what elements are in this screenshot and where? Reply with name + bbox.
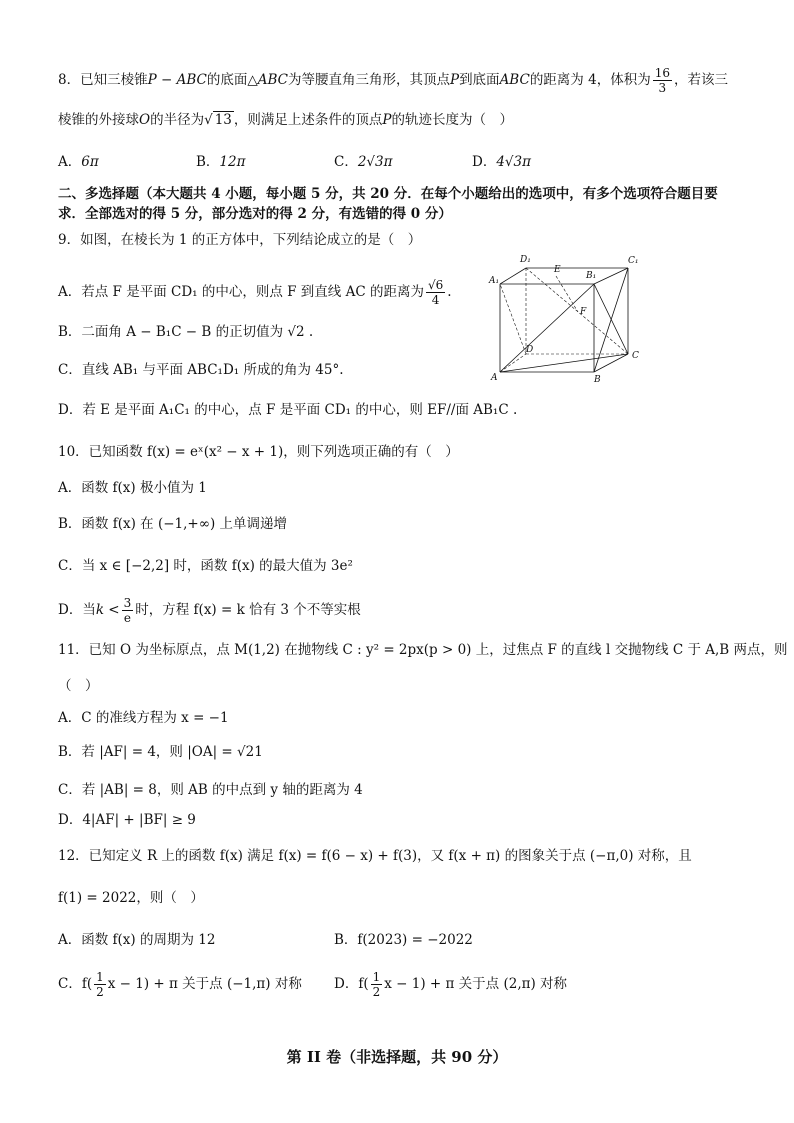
sqrt-value: 13	[214, 112, 232, 128]
q8-math: P	[449, 72, 460, 88]
q11-option-b: B．若 |AF| = 4，则 |OA| = √21	[58, 744, 263, 760]
q8-math: ABC	[499, 72, 530, 88]
q10-option-d: D．当k < $\frac{3}{e}$ 时，方程 f(x) = k 恰有 3 个不等实根	[58, 596, 361, 625]
q9-stem: 9．如图，在棱长为 1 的正方体中，下列结论成立的是（ ）	[58, 232, 422, 248]
q8-text: 的半径为	[150, 112, 205, 128]
frac-num: 16	[654, 66, 670, 80]
q8-text: 的轨迹长度为（ ）	[391, 112, 513, 128]
diag-ac	[500, 354, 628, 372]
edge-ad	[500, 354, 526, 372]
label-d1: D₁	[520, 255, 531, 265]
frac-den: 4	[431, 293, 440, 307]
q9-option-b: B．二面角 A − B₁C − B 的正切值为 √2 .	[58, 324, 314, 340]
volume-fraction	[653, 66, 672, 95]
q12-stem-line2: f(1) = 2022，则（ ）	[58, 890, 204, 906]
label-e: E	[554, 265, 561, 275]
edge-a1d1	[500, 268, 526, 284]
part2-title: 第 II 卷（非选择题，共 90 分）	[286, 1048, 508, 1066]
cube-figure	[486, 248, 646, 388]
q11-option-a: A．C 的准线方程为 x = −1	[58, 710, 229, 726]
label-f: F	[580, 307, 587, 317]
q12-stem-line1: 12．已知定义 R 上的函数 f(x) 满足 f(x) = f(6 − x) + f(3)，又 f(x + π) 的图象关于点 (−π,0) 对称，且	[58, 848, 692, 864]
q12-option-b: B．f(2023) = −2022	[334, 932, 473, 948]
q8-text: 的底面	[206, 72, 248, 88]
q12-option-a: A．函数 f(x) 的周期为 12	[58, 932, 216, 948]
q8-math: P	[382, 112, 392, 128]
edge-b1c1	[594, 268, 628, 284]
section2-heading-line1: 二、多选择题（本大题共 4 小题，每小题 5 分，共 20 分．在每个小题给出的选项中，有多个选项符合题目要	[58, 186, 718, 202]
q12-option-d: D．f( $\frac{1}{2}$ x − 1) + π 关于点 (2,π) 对称	[334, 970, 568, 999]
diag-da1	[500, 284, 526, 354]
q8-option-a: A．6π	[58, 154, 99, 170]
q11-option-d: D．4|AF| + |BF| ≥ 9	[58, 812, 196, 828]
q8-text: ，则满足上述条件的顶点	[233, 112, 383, 128]
q9-option-a: A．若点 F 是平面 CD₁ 的中心，则点 F 到直线 AC 的距离为 $\frac{√6}{4}$ .	[58, 278, 452, 307]
q8-text: 的距离为 4，体积为	[529, 72, 651, 88]
q8-math: P − ABC	[147, 72, 207, 88]
q11-stem-line2: （ ）	[58, 678, 99, 694]
diag-ab1	[500, 284, 594, 372]
label-c: C	[632, 351, 639, 361]
q8-line2: 棱锥的外接球O的半径为√ 13 ，则满足上述条件的顶点P的轨迹长度为（ ）	[58, 112, 513, 128]
q10-option-b: B．函数 f(x) 在 (−1,+∞) 上单调递增	[58, 516, 288, 532]
diag-d1c	[526, 268, 628, 354]
frac-num: 1	[96, 970, 104, 984]
frac-den: 3	[658, 81, 667, 95]
frac-num: √6	[427, 278, 444, 292]
q10-option-a: A．函数 f(x) 极小值为 1	[58, 480, 207, 496]
q8-option-d: D．4√3π	[472, 154, 531, 170]
q8-text: 到底面	[459, 72, 500, 88]
q8-text: ，若该三	[673, 72, 728, 88]
q9-option-c: C．直线 AB₁ 与平面 ABC₁D₁ 所成的角为 45°.	[58, 362, 344, 378]
frac-num: 3	[123, 596, 132, 610]
segment-ef	[556, 276, 578, 312]
frac-den: 2	[96, 985, 104, 999]
q10-stem: 10．已知函数 f(x) = eˣ(x² − x + 1)，则下列选项正确的有（ ）	[58, 444, 459, 460]
q8-text: 8．已知三棱锥	[58, 72, 148, 88]
q8-math: △ABC	[247, 72, 288, 88]
q10-option-c: C．当 x ∈ [−2,2] 时，函数 f(x) 的最大值为 3e²	[58, 558, 353, 574]
section2-heading-line2: 求．全部选对的得 5 分，部分选对的得 2 分，有选错的得 0 分）	[58, 206, 452, 222]
label-b: B	[594, 375, 601, 385]
q8-option-c: C．2√3π	[334, 154, 393, 170]
q9-option-d: D．若 E 是平面 A₁C₁ 的中心，点 F 是平面 CD₁ 的中心，则 EF//面 AB₁C .	[58, 402, 518, 418]
q12-option-c: C．f( $\frac{1}{2}$ x − 1) + π 关于点 (−1,π) 对称	[58, 970, 302, 999]
q8-text: 棱锥的外接球	[58, 112, 139, 128]
q8-option-b: B．12π	[196, 154, 246, 170]
q11-option-c: C．若 |AB| = 8，则 AB 的中点到 y 轴的距离为 4	[58, 782, 363, 798]
label-a: A	[491, 373, 498, 383]
frac-den: e	[123, 611, 131, 625]
label-a1: A₁	[489, 276, 500, 286]
q8-math: O	[139, 112, 151, 128]
q11-stem-line1: 11．已知 O 为坐标原点，点 M(1,2) 在抛物线 C : y² = 2px(p > 0) 上，过焦点 F 的直线 l 交抛物线 C 于 A,B 两点，则	[58, 642, 788, 658]
frac-num: 1	[372, 970, 381, 984]
frac-den: 2	[372, 985, 381, 999]
q8-text: 为等腰直角三角形，其顶点	[287, 72, 450, 88]
q8-line1	[58, 66, 728, 95]
label-c1: C₁	[628, 256, 639, 266]
label-d: D	[526, 345, 534, 355]
label-b1: B₁	[586, 271, 597, 281]
